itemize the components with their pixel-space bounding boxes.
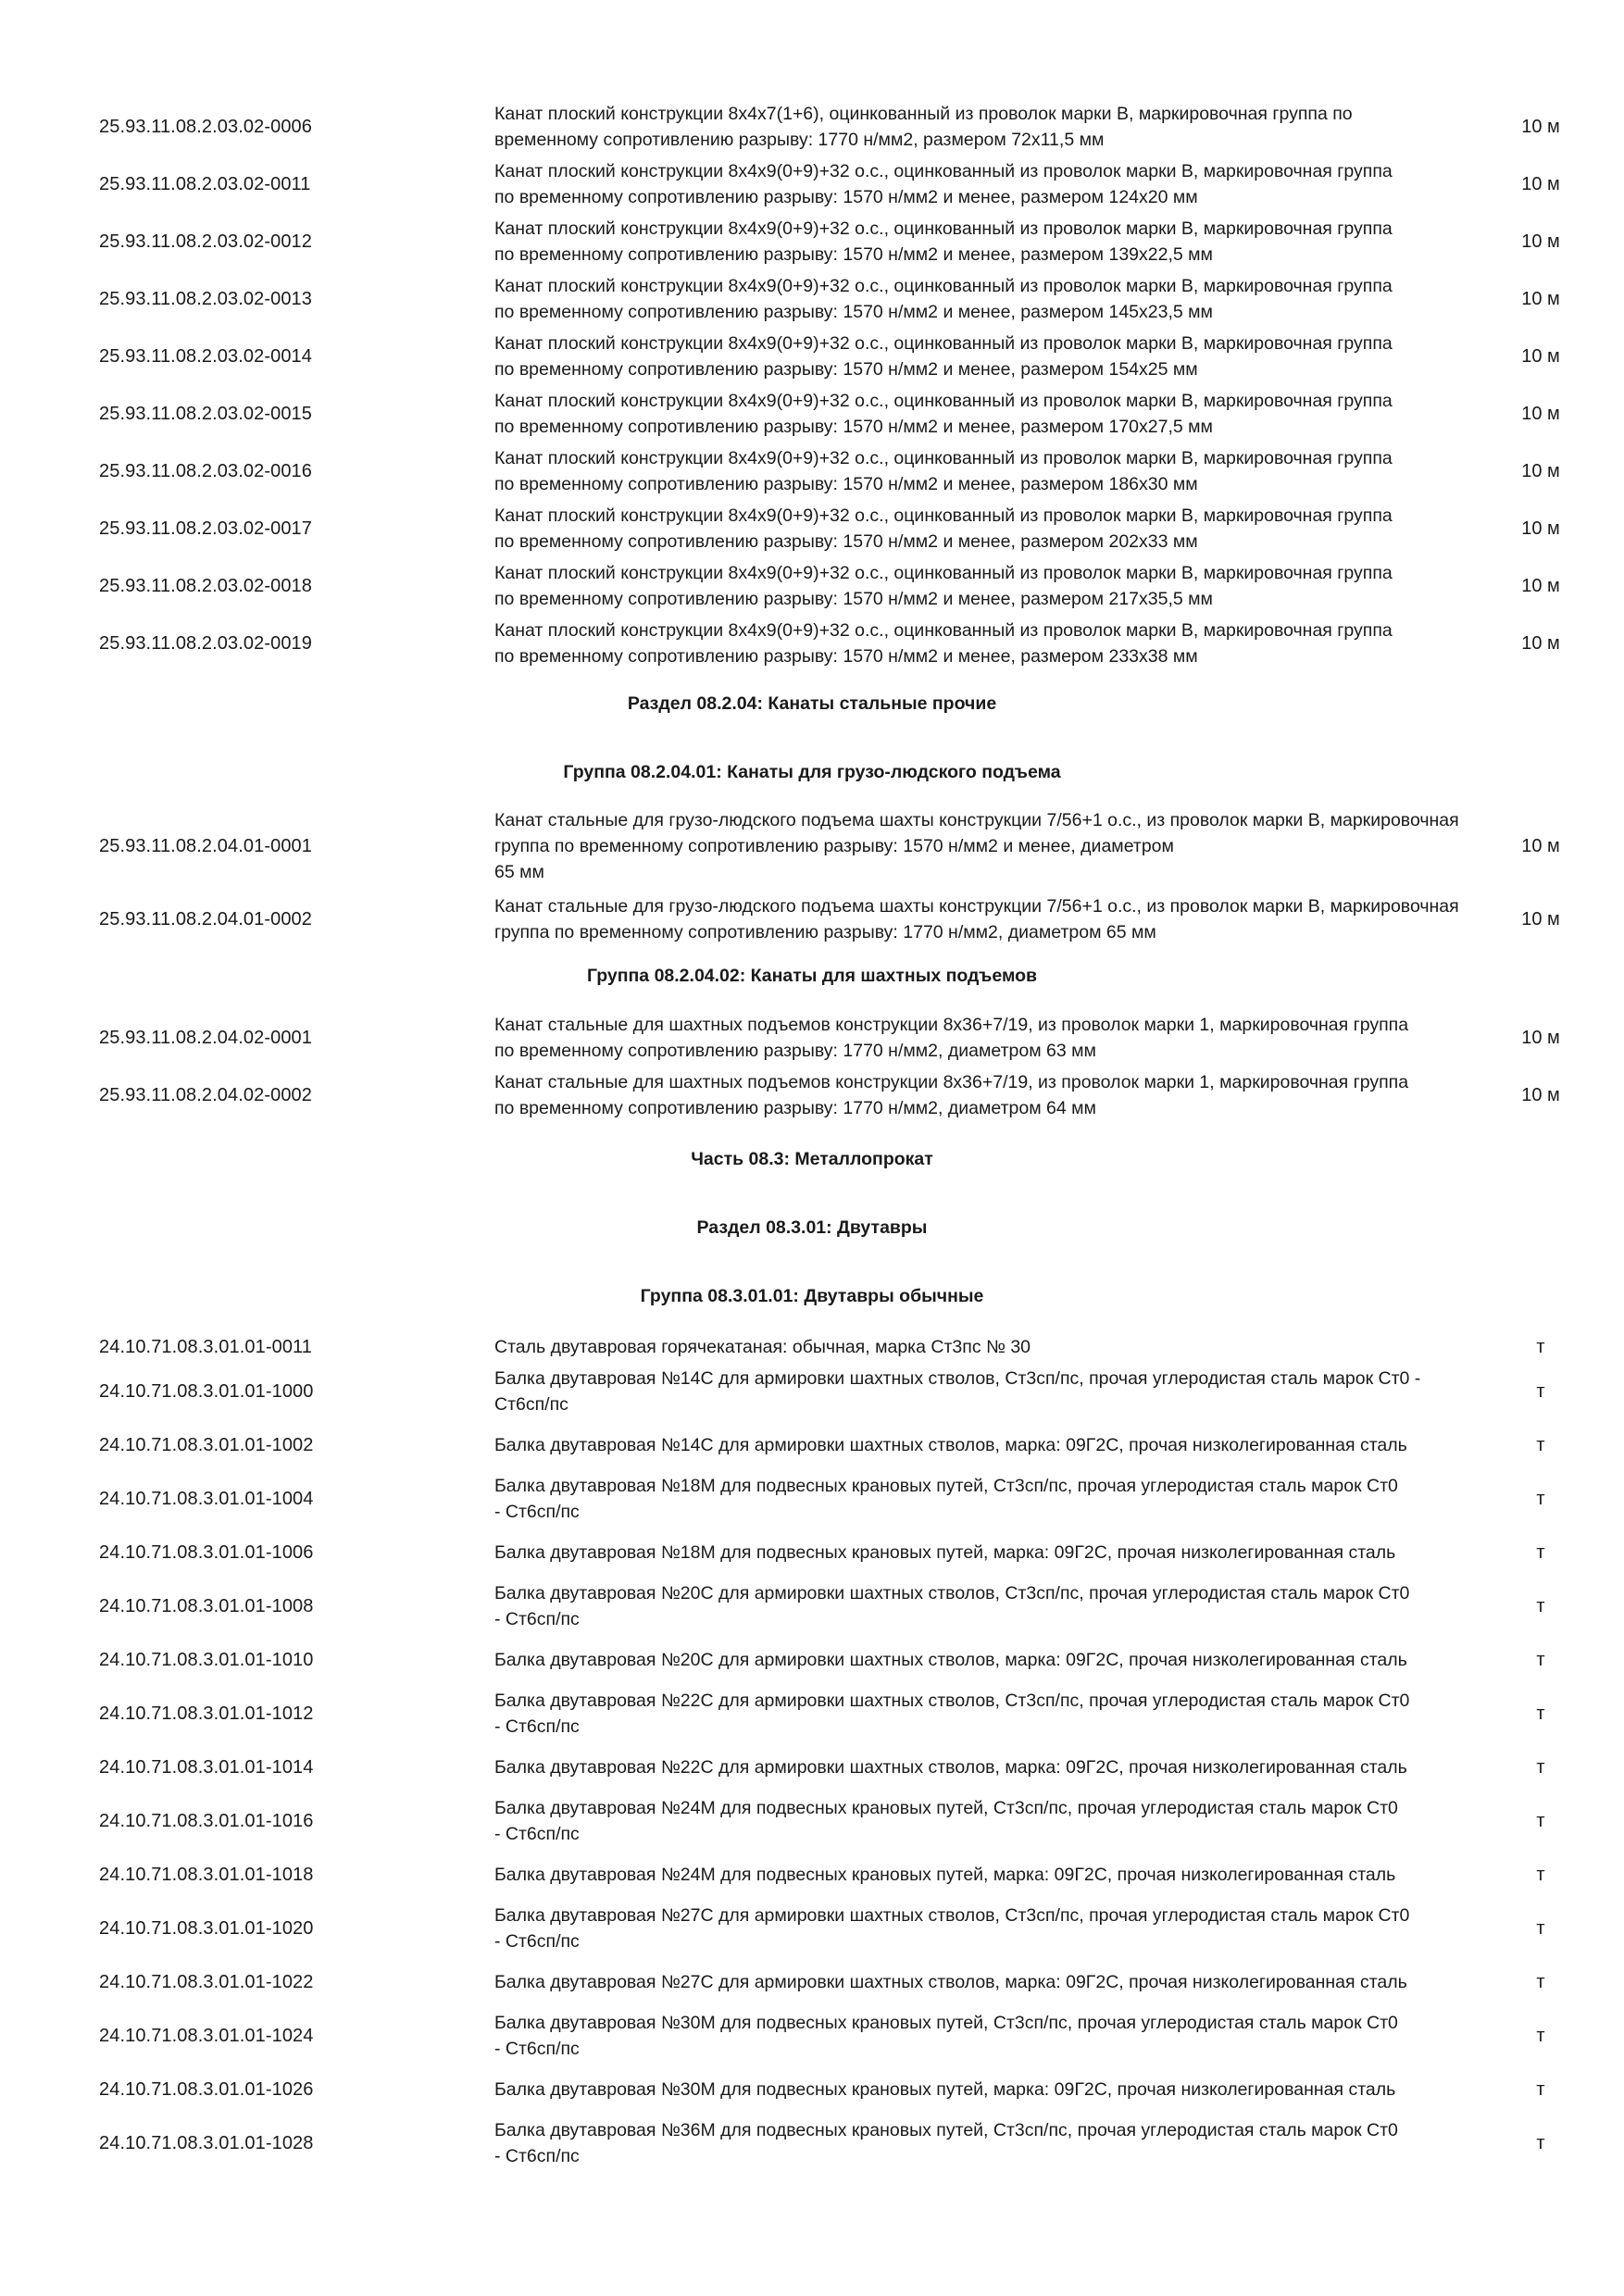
- description-line: по временному сопротивлению разрыву: 1570 н/мм2 и менее, размером 170х27,5 мм: [494, 417, 1213, 437]
- table-row: [0, 1579, 1624, 1633]
- table-row: [0, 1333, 1624, 1361]
- table-row: [0, 1472, 1624, 1526]
- item-unit: т: [1536, 1336, 1545, 1357]
- item-unit: 10 м: [1521, 288, 1560, 309]
- item-description: [494, 213, 1462, 270]
- table-row: [0, 1848, 1624, 1902]
- item-description: [494, 328, 1462, 385]
- description-line: Канат стальные для шахтных подъемов конструкции 8х36+7/19, из проволок марки 1, маркировочная группа: [494, 1072, 1409, 1092]
- item-unit: 10 м: [1521, 632, 1560, 654]
- item-code: 24.10.71.08.3.01.01-1008: [99, 1595, 314, 1616]
- description-line: Балка двутавровая №27С для армировки шахтных стволов, марка: 09Г2С, прочая низколегированная сталь: [494, 1972, 1407, 1992]
- item-unit: 10 м: [1521, 575, 1560, 596]
- description-line: - Ст6сп/пс: [494, 2039, 580, 2059]
- table-row: [0, 500, 1624, 557]
- description-line: Канат стальные для грузо-людского подъема шахты конструкции 7/56+1 о.с., из проволок марки В, маркировочная: [494, 810, 1459, 830]
- item-unit: т: [1536, 1703, 1545, 1724]
- item-description: [494, 1526, 1462, 1579]
- table-row: [0, 1418, 1624, 1472]
- description-line: - Ст6сп/пс: [494, 1931, 580, 1952]
- item-description: [494, 98, 1462, 156]
- description-line: группа по временному сопротивлению разрыву: 1570 н/мм2 и менее, диаметром: [494, 836, 1174, 856]
- description-line: Канат плоский конструкции 8х4х9(0+9)+32 о.с., оцинкованный из проволок марки В, маркировочная группа: [494, 218, 1393, 239]
- item-code: 24.10.71.08.3.01.01-1024: [99, 2025, 314, 2046]
- item-unit: 10 м: [1521, 518, 1560, 539]
- description-line: Балка двутавровая №24М для подвесных крановых путей, Ст3сп/пс, прочая углеродистая сталь марок Ст0: [494, 1798, 1398, 1818]
- item-description: [494, 2063, 1462, 2116]
- item-description: [494, 1902, 1462, 1955]
- item-description: [494, 1365, 1462, 1418]
- description-line: Балка двутавровая №20С для армировки шахтных стволов, Ст3сп/пс, прочая углеродистая сталь марок Ст0: [494, 1583, 1410, 1603]
- description-line: Балка двутавровая №22С для армировки шахтных стволов, Ст3сп/пс, прочая углеродистая сталь марок Ст0: [494, 1691, 1410, 1711]
- description-line: по временному сопротивлению разрыву: 1770 н/мм2, диаметром 64 мм: [494, 1098, 1096, 1118]
- description-line: по временному сопротивлению разрыву: 1570 н/мм2 и менее, размером 186х30 мм: [494, 474, 1198, 494]
- item-unit: т: [1536, 1541, 1545, 1563]
- item-code: 25.93.11.08.2.03.02-0013: [99, 288, 313, 309]
- description-line: Балка двутавровая №18М для подвесных крановых путей, марка: 09Г2С, прочая низколегированная сталь: [494, 1542, 1396, 1563]
- description-line: - Ст6сп/пс: [494, 2146, 580, 2166]
- description-line: Канат плоский конструкции 8х4х9(0+9)+32 о.с., оцинкованный из проволок марки В, маркировочная группа: [494, 276, 1393, 296]
- item-code: 24.10.71.08.3.01.01-1014: [99, 1756, 314, 1778]
- description-line: Канат плоский конструкции 8х4х9(0+9)+32 о.с., оцинкованный из проволок марки В, маркировочная группа: [494, 391, 1393, 411]
- description-line: по временному сопротивлению разрыву: 1570 н/мм2 и менее, размером 233х38 мм: [494, 646, 1198, 667]
- item-unit: т: [1536, 1756, 1545, 1778]
- item-description: [494, 891, 1462, 948]
- item-description: [494, 385, 1462, 443]
- description-line: - Ст6сп/пс: [494, 1716, 580, 1737]
- description-line: Балка двутавровая №14С для армировки шахтных стволов, Ст3сп/пс, прочая углеродистая сталь марок Ст0 -: [494, 1368, 1421, 1389]
- item-code: 25.93.11.08.2.03.02-0018: [99, 575, 313, 596]
- table-row: [0, 2063, 1624, 2116]
- description-line: Балка двутавровая №30М для подвесных крановых путей, Ст3сп/пс, прочая углеродистая сталь марок Ст0: [494, 2013, 1398, 2033]
- item-code: 25.93.11.08.2.03.02-0016: [99, 460, 313, 481]
- description-line: Ст6сп/пс: [494, 1394, 568, 1415]
- item-code: 24.10.71.08.3.01.01-1018: [99, 1864, 314, 1885]
- description-line: по временному сопротивлению разрыву: 1570 н/мм2 и менее, размером 202х33 мм: [494, 531, 1198, 552]
- item-description: [494, 1794, 1462, 1848]
- table-row: [0, 1794, 1624, 1848]
- item-unit: т: [1536, 1971, 1545, 1992]
- item-unit: 10 м: [1521, 345, 1560, 367]
- item-unit: 10 м: [1521, 1084, 1560, 1105]
- item-description: [494, 557, 1462, 615]
- item-code: 25.93.11.08.2.03.02-0017: [99, 518, 313, 539]
- item-code: 24.10.71.08.3.01.01-1004: [99, 1488, 314, 1509]
- section-heading: Группа 08.2.04.01: Канаты для грузо-людского подъема: [563, 762, 1061, 782]
- description-line: по временному сопротивлению разрыву: 1570 н/мм2 и менее, размером 154х25 мм: [494, 359, 1198, 380]
- item-unit: 10 м: [1521, 835, 1560, 856]
- description-line: Балка двутавровая №22С для армировки шахтных стволов, марка: 09Г2С, прочая низколегированная сталь: [494, 1757, 1407, 1778]
- item-description: [494, 1418, 1462, 1472]
- table-row: [0, 213, 1624, 270]
- description-line: Канат плоский конструкции 8х4х9(0+9)+32 о.с., оцинкованный из проволок марки В, маркировочная группа: [494, 448, 1393, 468]
- description-line: Балка двутавровая №30М для подвесных крановых путей, марка: 09Г2С, прочая низколегированная сталь: [494, 2079, 1396, 2100]
- table-row: [0, 1633, 1624, 1687]
- item-unit: 10 м: [1521, 403, 1560, 424]
- description-line: Канат плоский конструкции 8х4х7(1+6), оцинкованный из проволок марки В, маркировочная группа по: [494, 104, 1353, 124]
- item-unit: т: [1536, 1864, 1545, 1885]
- item-unit: т: [1536, 1380, 1545, 1402]
- table-row: [0, 1365, 1624, 1418]
- section-heading: Группа 08.2.04.02: Канаты для шахтных подъемов: [586, 966, 1038, 986]
- description-line: Канат плоский конструкции 8х4х9(0+9)+32 о.с., оцинкованный из проволок марки В, маркировочная группа: [494, 563, 1393, 583]
- item-description: [494, 1955, 1462, 2009]
- item-unit: т: [1536, 2025, 1545, 2046]
- description-line: Балка двутавровая №20С для армировки шахтных стволов, марка: 09Г2С, прочая низколегированная сталь: [494, 1650, 1407, 1670]
- description-line: по временному сопротивлению разрыву: 1770 н/мм2, диаметром 63 мм: [494, 1041, 1096, 1061]
- table-row: [0, 891, 1624, 948]
- table-row: [0, 328, 1624, 385]
- item-code: 25.93.11.08.2.03.02-0014: [99, 345, 313, 367]
- table-row: [0, 2009, 1624, 2063]
- description-line: Канат плоский конструкции 8х4х9(0+9)+32 о.с., оцинкованный из проволок марки В, маркировочная группа: [494, 620, 1393, 641]
- item-unit: т: [1536, 1595, 1545, 1616]
- section-heading: Группа 08.3.01.01: Двутавры обычные: [640, 1286, 984, 1306]
- item-unit: т: [1536, 1488, 1545, 1509]
- item-description: [494, 1333, 1462, 1361]
- item-unit: 10 м: [1521, 460, 1560, 481]
- item-unit: 10 м: [1521, 173, 1560, 194]
- table-row: [0, 1687, 1624, 1741]
- item-description: [494, 2009, 1462, 2063]
- item-description: [494, 1848, 1462, 1902]
- item-code: 25.93.11.08.2.04.01-0001: [99, 835, 313, 856]
- item-code: 25.93.11.08.2.04.01-0002: [99, 908, 313, 930]
- table-row: [0, 557, 1624, 615]
- section-heading: Раздел 08.3.01: Двутавры: [696, 1217, 928, 1238]
- description-line: Канат стальные для шахтных подъемов конструкции 8х36+7/19, из проволок марки 1, маркировочная группа: [494, 1015, 1409, 1035]
- description-line: Канат плоский конструкции 8х4х9(0+9)+32 о.с., оцинкованный из проволок марки В, маркировочная группа: [494, 505, 1393, 526]
- description-line: по временному сопротивлению разрыву: 1570 н/мм2 и менее, размером 139х22,5 мм: [494, 244, 1213, 265]
- item-code: 24.10.71.08.3.01.01-1012: [99, 1703, 314, 1724]
- item-description: [494, 500, 1462, 557]
- description-line: - Ст6сп/пс: [494, 1824, 580, 1844]
- item-unit: т: [1536, 1649, 1545, 1670]
- item-code: 25.93.11.08.2.03.02-0015: [99, 403, 313, 424]
- item-code: 24.10.71.08.3.01.01-1000: [99, 1380, 314, 1402]
- item-description: [494, 1579, 1462, 1633]
- item-unit: т: [1536, 1810, 1545, 1831]
- item-code: 25.93.11.08.2.04.02-0002: [99, 1084, 313, 1105]
- description-line: группа по временному сопротивлению разрыву: 1770 н/мм2, диаметром 65 мм: [494, 922, 1156, 942]
- item-description: [494, 1009, 1462, 1067]
- item-code: 24.10.71.08.3.01.01-1006: [99, 1541, 314, 1563]
- item-unit: 10 м: [1521, 1027, 1560, 1048]
- item-description: [494, 1472, 1462, 1526]
- description-line: - Ст6сп/пс: [494, 1502, 580, 1522]
- table-row: [0, 1902, 1624, 1955]
- item-description: [494, 2116, 1462, 2170]
- description-line: Балка двутавровая №27С для армировки шахтных стволов, Ст3сп/пс, прочая углеродистая сталь марок Ст0: [494, 1905, 1410, 1926]
- item-unit: 10 м: [1521, 908, 1560, 930]
- item-description: [494, 1633, 1462, 1687]
- item-code: 25.93.11.08.2.04.02-0001: [99, 1027, 313, 1048]
- table-row: [0, 98, 1624, 156]
- description-line: временному сопротивлению разрыву: 1770 н/мм2, размером 72х11,5 мм: [494, 130, 1105, 150]
- description-line: Балка двутавровая №14С для армировки шахтных стволов, марка: 09Г2С, прочая низколегированная сталь: [494, 1435, 1407, 1455]
- item-description: [494, 443, 1462, 500]
- section-heading: Часть 08.3: Металлопрокат: [691, 1149, 933, 1169]
- item-code: 24.10.71.08.3.01.01-1028: [99, 2132, 314, 2153]
- description-line: Канат плоский конструкции 8х4х9(0+9)+32 о.с., оцинкованный из проволок марки В, маркировочная группа: [494, 333, 1393, 354]
- item-code: 25.93.11.08.2.03.02-0011: [99, 173, 311, 194]
- table-row: [0, 270, 1624, 328]
- item-unit: 10 м: [1521, 231, 1560, 252]
- item-description: [494, 615, 1462, 672]
- section-heading: Раздел 08.2.04: Канаты стальные прочие: [627, 693, 997, 714]
- description-line: по временному сопротивлению разрыву: 1570 н/мм2 и менее, размером 217х35,5 мм: [494, 589, 1213, 609]
- description-line: 65 мм: [494, 862, 544, 882]
- item-code: 24.10.71.08.3.01.01-1016: [99, 1810, 314, 1831]
- item-description: [494, 1741, 1462, 1794]
- description-line: по временному сопротивлению разрыву: 1570 н/мм2 и менее, размером 145х23,5 мм: [494, 302, 1213, 322]
- table-row: [0, 2116, 1624, 2170]
- table-row: [0, 1955, 1624, 2009]
- table-row: [0, 804, 1624, 889]
- item-code: 24.10.71.08.3.01.01-1026: [99, 2078, 314, 2100]
- item-unit: т: [1536, 1434, 1545, 1455]
- item-description: [494, 804, 1462, 889]
- item-description: [494, 156, 1462, 213]
- table-row: [0, 1009, 1624, 1067]
- item-code: 24.10.71.08.3.01.01-1020: [99, 1917, 314, 1939]
- table-row: [0, 1741, 1624, 1794]
- item-description: [494, 1067, 1462, 1124]
- description-line: Сталь двутавровая горячекатаная: обычная, марка Ст3пс № 30: [494, 1337, 1031, 1357]
- item-unit: т: [1536, 1917, 1545, 1939]
- description-line: Канат плоский конструкции 8х4х9(0+9)+32 о.с., оцинкованный из проволок марки В, маркировочная группа: [494, 161, 1393, 181]
- table-row: [0, 156, 1624, 213]
- item-description: [494, 270, 1462, 328]
- item-description: [494, 1687, 1462, 1741]
- item-code: 25.93.11.08.2.03.02-0006: [99, 116, 313, 137]
- description-line: Балка двутавровая №36М для подвесных крановых путей, Ст3сп/пс, прочая углеродистая сталь марок Ст0: [494, 2120, 1398, 2140]
- table-row: [0, 1067, 1624, 1124]
- table-row: [0, 615, 1624, 672]
- item-unit: 10 м: [1521, 116, 1560, 137]
- description-line: по временному сопротивлению разрыву: 1570 н/мм2 и менее, размером 124х20 мм: [494, 187, 1198, 207]
- table-row: [0, 443, 1624, 500]
- description-line: Балка двутавровая №18М для подвесных крановых путей, Ст3сп/пс, прочая углеродистая сталь марок Ст0: [494, 1476, 1398, 1496]
- description-line: - Ст6сп/пс: [494, 1609, 580, 1629]
- item-code: 24.10.71.08.3.01.01-1010: [99, 1649, 314, 1670]
- item-code: 24.10.71.08.3.01.01-1002: [99, 1434, 314, 1455]
- item-code: 24.10.71.08.3.01.01-1022: [99, 1971, 314, 1992]
- description-line: Канат стальные для грузо-людского подъема шахты конструкции 7/56+1 о.с., из проволок марки В, маркировочная: [494, 896, 1459, 917]
- item-code: 25.93.11.08.2.03.02-0012: [99, 231, 313, 252]
- item-unit: т: [1536, 2132, 1545, 2153]
- item-code: 24.10.71.08.3.01.01-0011: [99, 1336, 313, 1357]
- table-row: [0, 1526, 1624, 1579]
- item-code: 25.93.11.08.2.03.02-0019: [99, 632, 313, 654]
- item-unit: т: [1536, 2078, 1545, 2100]
- table-row: [0, 385, 1624, 443]
- description-line: Балка двутавровая №24М для подвесных крановых путей, марка: 09Г2С, прочая низколегированная сталь: [494, 1865, 1396, 1885]
